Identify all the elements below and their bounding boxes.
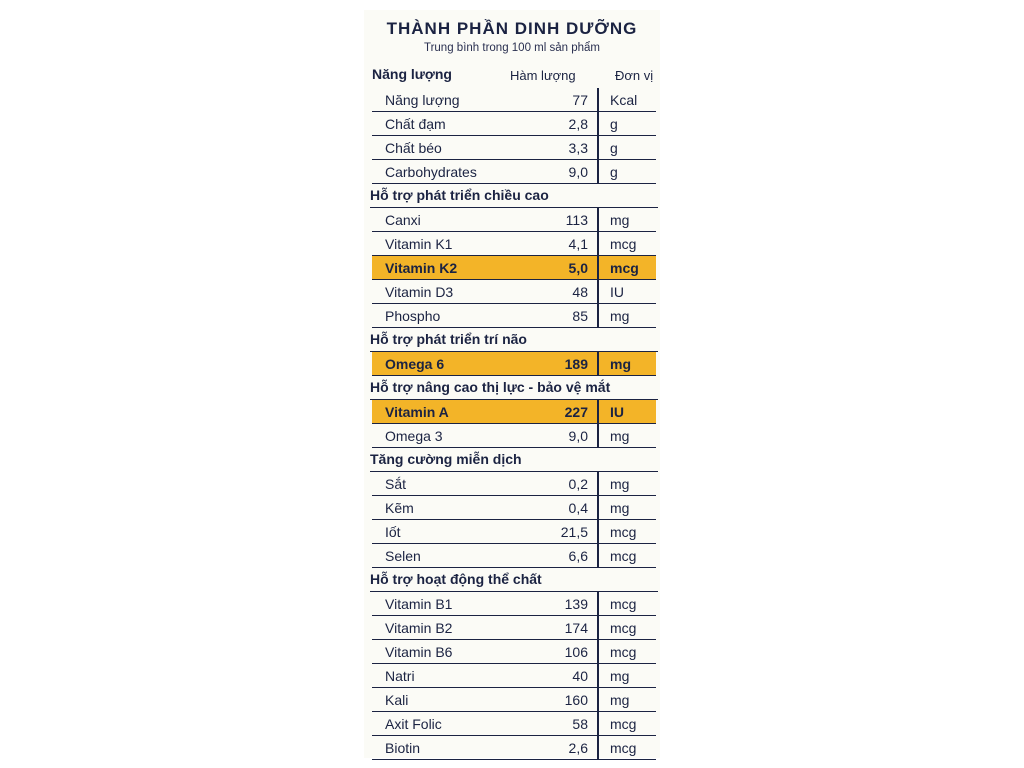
table-row [372, 592, 656, 616]
nutrient-name: Chất béo [385, 140, 442, 156]
nutrient-unit: mg [610, 308, 630, 324]
nutrient-value: 77 [572, 92, 588, 108]
column-divider [597, 160, 599, 184]
table-row [372, 616, 656, 640]
table-row [372, 424, 656, 448]
column-divider [597, 664, 599, 688]
nutrition-panel [364, 10, 660, 758]
table-row [372, 256, 656, 280]
table-row [372, 304, 656, 328]
column-divider [597, 256, 599, 280]
nutrient-unit: mcg [610, 716, 637, 732]
nutrient-unit: g [610, 116, 618, 132]
nutrient-value: 9,0 [568, 164, 588, 180]
table-row [372, 280, 656, 304]
column-divider [597, 280, 599, 304]
nutrient-name: Vitamin K2 [385, 260, 458, 276]
table-row [372, 352, 656, 376]
nutrient-name: Selen [385, 548, 421, 564]
nutrient-value: 160 [564, 692, 588, 708]
column-divider [597, 232, 599, 256]
table-row [372, 544, 656, 568]
table-row [372, 88, 656, 112]
header-amount: Hàm lượng [510, 68, 576, 83]
table-row [372, 688, 656, 712]
column-divider [597, 424, 599, 448]
nutrient-unit: mcg [610, 524, 637, 540]
nutrient-unit: mcg [610, 644, 637, 660]
nutrient-value: 174 [564, 620, 588, 636]
table-row [372, 472, 656, 496]
nutrient-unit: mg [610, 212, 630, 228]
nutrient-value: 85 [572, 308, 588, 324]
column-divider [597, 496, 599, 520]
column-divider [597, 736, 599, 760]
nutrient-unit: mcg [610, 740, 637, 756]
nutrient-name: Vitamin K1 [385, 236, 453, 252]
nutrient-name: Vitamin D3 [385, 284, 454, 300]
nutrient-name: Biotin [385, 740, 421, 756]
nutrient-value: 227 [564, 404, 588, 420]
nutrient-unit: IU [610, 284, 624, 300]
table-row [372, 640, 656, 664]
nutrient-value: 3,3 [568, 140, 588, 156]
nutrient-value: 21,5 [560, 524, 588, 540]
nutrient-value: 2,8 [568, 116, 588, 132]
column-divider [597, 304, 599, 328]
nutrient-name: Năng lượng [385, 92, 460, 108]
nutrient-name: Chất đạm [385, 116, 446, 132]
nutrient-name: Omega 3 [385, 428, 443, 444]
nutrient-value: 0,4 [568, 500, 588, 516]
nutrient-unit: mcg [610, 236, 637, 252]
nutrient-value: 40 [572, 668, 588, 684]
table-row [372, 136, 656, 160]
nutrient-unit: Kcal [610, 92, 638, 108]
nutrient-name: Iốt [385, 524, 401, 540]
table-row [372, 400, 656, 424]
nutrient-unit: mcg [610, 260, 639, 276]
nutrient-unit: mg [610, 500, 630, 516]
nutrient-name: Phospho [385, 308, 441, 324]
header-label: Năng lượng [372, 66, 452, 82]
column-divider [597, 88, 599, 112]
nutrient-name: Vitamin B1 [385, 596, 453, 612]
column-divider [597, 400, 599, 424]
nutrient-name: Canxi [385, 212, 421, 228]
nutrient-name: Vitamin B2 [385, 620, 453, 636]
table-row [372, 160, 656, 184]
nutrient-value: 2,6 [568, 740, 588, 756]
section-title: Tăng cường miễn dịch [370, 448, 658, 472]
table-row [372, 520, 656, 544]
table-row [372, 736, 656, 760]
table-row [372, 232, 656, 256]
nutrient-unit: g [610, 140, 618, 156]
nutrient-name: Sắt [385, 476, 407, 492]
column-divider [597, 640, 599, 664]
header-unit: Đơn vị [615, 68, 654, 83]
nutrient-name: Kẽm [385, 500, 414, 516]
nutrient-value: 48 [572, 284, 588, 300]
nutrient-unit: IU [610, 404, 624, 420]
nutrient-unit: mcg [610, 596, 637, 612]
subtitle: Trung bình trong 100 ml sản phẩm [423, 42, 600, 54]
nutrient-unit: mg [610, 692, 630, 708]
table-row [372, 112, 656, 136]
section-title: Hỗ trợ hoạt động thể chất [370, 568, 658, 592]
column-divider [597, 592, 599, 616]
section-title: Hỗ trợ phát triển chiều cao [370, 184, 658, 208]
nutrient-name: Carbohydrates [385, 164, 477, 180]
column-divider [597, 112, 599, 136]
nutrient-value: 58 [572, 716, 588, 732]
nutrient-value: 113 [565, 212, 588, 228]
nutrient-value: 5,0 [568, 260, 588, 276]
table-row [372, 712, 656, 736]
column-divider [597, 472, 599, 496]
table-row [372, 208, 656, 232]
nutrient-name: Vitamin B6 [385, 644, 453, 660]
nutrient-value: 4,1 [568, 236, 588, 252]
section-title: Hỗ trợ nâng cao thị lực - bảo vệ mắt [370, 376, 658, 400]
table-header [370, 66, 658, 88]
nutrient-unit: mcg [610, 548, 637, 564]
nutrient-unit: mg [610, 428, 630, 444]
nutrient-value: 189 [564, 356, 588, 372]
nutrient-name: Omega 6 [385, 356, 445, 372]
nutrient-unit: mg [610, 356, 631, 372]
column-divider [597, 520, 599, 544]
nutrient-name: Kali [385, 692, 409, 708]
column-divider [597, 712, 599, 736]
table-row [372, 664, 656, 688]
nutrient-value: 0,2 [568, 476, 588, 492]
nutrient-name: Axit Folic [385, 716, 442, 732]
nutrient-name: Natri [385, 668, 415, 684]
nutrient-unit: g [610, 164, 618, 180]
section-title: Hỗ trợ phát triển trí não [370, 328, 658, 352]
nutrient-value: 106 [564, 644, 588, 660]
column-divider [597, 688, 599, 712]
column-divider [597, 352, 599, 376]
nutrient-unit: mg [610, 668, 630, 684]
nutrient-unit: mg [610, 476, 630, 492]
nutrient-name: Vitamin A [385, 404, 449, 420]
column-divider [597, 616, 599, 640]
column-divider [597, 136, 599, 160]
page-title: THÀNH PHẦN DINH DƯỠNG [386, 19, 638, 38]
table-row [372, 496, 656, 520]
nutrient-value: 139 [564, 596, 588, 612]
nutrient-value: 6,6 [568, 548, 588, 564]
column-divider [597, 544, 599, 568]
nutrient-value: 9,0 [568, 428, 588, 444]
nutrient-unit: mcg [610, 620, 637, 636]
column-divider [597, 208, 599, 232]
